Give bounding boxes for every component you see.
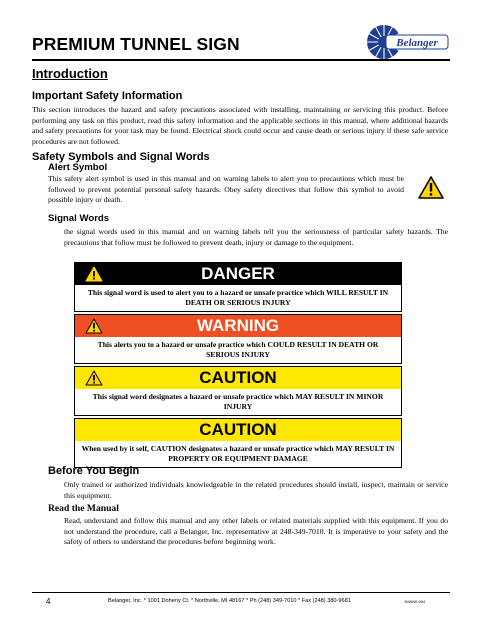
caution-property-word: CAUTION	[199, 420, 277, 439]
caution-property-label	[74, 418, 402, 468]
warning-triangle-icon	[85, 370, 103, 386]
read-manual-heading: Read the Manual	[48, 503, 119, 514]
warning-triangle-icon	[418, 176, 444, 199]
belanger-globe-logo	[364, 22, 450, 62]
important-safety-heading: Important Safety Information	[32, 90, 183, 102]
warning-description: This alerts you to a hazard or unsafe practice which COULD RESULT IN DEATH OR SERIOUS INJURY	[75, 337, 401, 363]
caution-property-band	[75, 419, 401, 441]
danger-word: DANGER	[201, 264, 275, 283]
before-you-begin-text: Only trained or authorized individuals knowledgeable in the related procedures should install, inspect, maintain or service this equipment.	[64, 480, 448, 500]
warning-band	[75, 315, 401, 337]
important-safety-text: This section introduces the hazard and safety precautions associated with installing, maintaining or servicing this product. Before performing any task on this product, read this safety information and the applicable sections in this manual, where additional hazards and safety precautions for your task may be found. Electrical shock could occur and cause death or serious injury if these safe service procedures are not followed.	[32, 105, 448, 146]
danger-description: This signal word is used to alert you to a hazard or unsafe practice which WILL RESULT IN DEATH OR SERIOUS INJURY	[75, 285, 401, 311]
footer-rule	[32, 592, 450, 593]
warning-word: WARNING	[196, 316, 280, 335]
page-number: 4	[46, 597, 51, 606]
caution-description: This signal word designates a hazard or unsafe practice which MAY RESULT IN MINOR INJURY	[75, 389, 401, 415]
alert-symbol-heading: Alert Symbol	[48, 162, 108, 173]
read-manual-text: Read, understand and follow this manual and any other labels or related materials supplied with this equipment. If you do not understand the procedure, call a Belanger, Inc. representative at 248-349-7010. It is imperative to your safety and the safety of others to understand the procedures before beginning work.	[64, 516, 448, 547]
warning-label	[74, 314, 402, 364]
caution-property-description: When used by it self, CAUTION designates a hazard or unsafe practice which MAY RESULT IN PROPERTY OR EQUIPMENT DAMAGE	[75, 441, 401, 467]
logo-text: Belanger	[396, 37, 438, 49]
warning-triangle-icon	[85, 318, 103, 334]
warning-triangle-icon	[85, 266, 103, 282]
safety-symbols-heading: Safety Symbols and Signal Words	[32, 151, 210, 163]
footer-company-info: Belanger, Inc. * 1001 Doheny Ct. * Northville, MI 48167 * Ph (248) 349-7010 * Fax (248) 380-9681	[108, 598, 351, 604]
header-rule	[32, 59, 450, 61]
introduction-heading: Introduction	[32, 66, 108, 81]
danger-label	[74, 262, 402, 312]
caution-band	[75, 367, 401, 389]
caution-label	[74, 366, 402, 416]
signal-words-text: the signal words used in this manual and on warning labels tell you the seriousness of particular safety hazards. The precautions that follow must be followed to prevent death, injury or damage to the equipment.	[64, 227, 448, 247]
alert-symbol-text: This safety alert symbol is used in this manual and on warning labels to alert you to precautions which must be followed to prevent potential personal safety hazards. Obey safety directives that follow this symbol to avoid possible injury or death.	[48, 174, 404, 205]
footer-document-code: 1MAN0.094	[404, 599, 426, 604]
document-title: PREMIUM TUNNEL SIGN	[32, 34, 240, 54]
signal-words-heading: Signal Words	[48, 213, 110, 224]
danger-band	[75, 263, 401, 285]
caution-word: CAUTION	[199, 368, 277, 387]
before-you-begin-heading: Before You Begin	[48, 465, 140, 477]
page-header	[32, 22, 450, 62]
